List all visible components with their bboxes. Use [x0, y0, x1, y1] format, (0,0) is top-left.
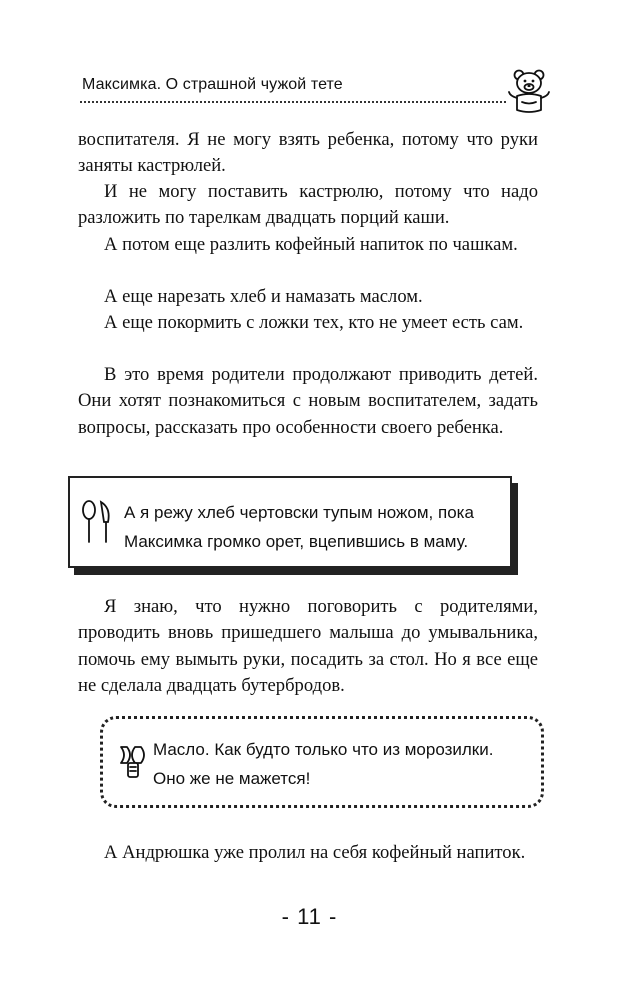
page-number: - 11 -	[281, 904, 338, 929]
butter-knife-icon	[117, 741, 149, 781]
note-line: А я режу хлеб чертовски тупым ножом, пока	[124, 503, 474, 522]
note-line: Оно же не мажется!	[153, 769, 311, 788]
paragraph: В это время родители продолжают приводить детей. Они хотят познакомиться с новым воспитателем, задать вопросы, рассказать про особенности своего ребенка.	[78, 364, 538, 438]
paragraph-continued: воспитателя. Я не могу взять ребенка, потому что руки заняты кастрюлей.	[78, 129, 538, 177]
note-box-butter	[100, 716, 544, 808]
note-line: Максимка громко орет, вцепившись в маму.	[124, 532, 469, 551]
note-line: Масло. Как будто только что из морозилки.	[153, 740, 494, 759]
note-text	[124, 498, 474, 556]
note-text	[153, 735, 493, 793]
header-dotted-rule	[80, 101, 506, 103]
chapter-title: Максимка. О страшной чужой тете	[82, 76, 343, 93]
paragraph: А еще покормить с ложки тех, кто не умеет есть сам.	[104, 312, 524, 333]
bear-mascot-icon	[504, 66, 554, 116]
note-box-bread	[68, 476, 512, 568]
paragraph: А еще нарезать хлеб и намазать маслом.	[104, 286, 423, 307]
paragraph: Я знаю, что нужно поговорить с родителями, проводить вновь пришедшего малыша до умывальника, помочь ему вымыть руки, посадить за стол. Но я все еще не сделала двадцать бутербродов.	[78, 596, 538, 697]
paragraph: А потом еще разлить кофейный напиток по чашкам.	[104, 234, 518, 255]
paragraph: И не могу поставить кастрюлю, потому что надо разложить по тарелкам двадцать порций каши.	[78, 181, 538, 229]
paragraph: А Андрюшка уже пролил на себя кофейный напиток.	[104, 842, 526, 863]
knife-and-spoon-icon	[80, 498, 116, 546]
